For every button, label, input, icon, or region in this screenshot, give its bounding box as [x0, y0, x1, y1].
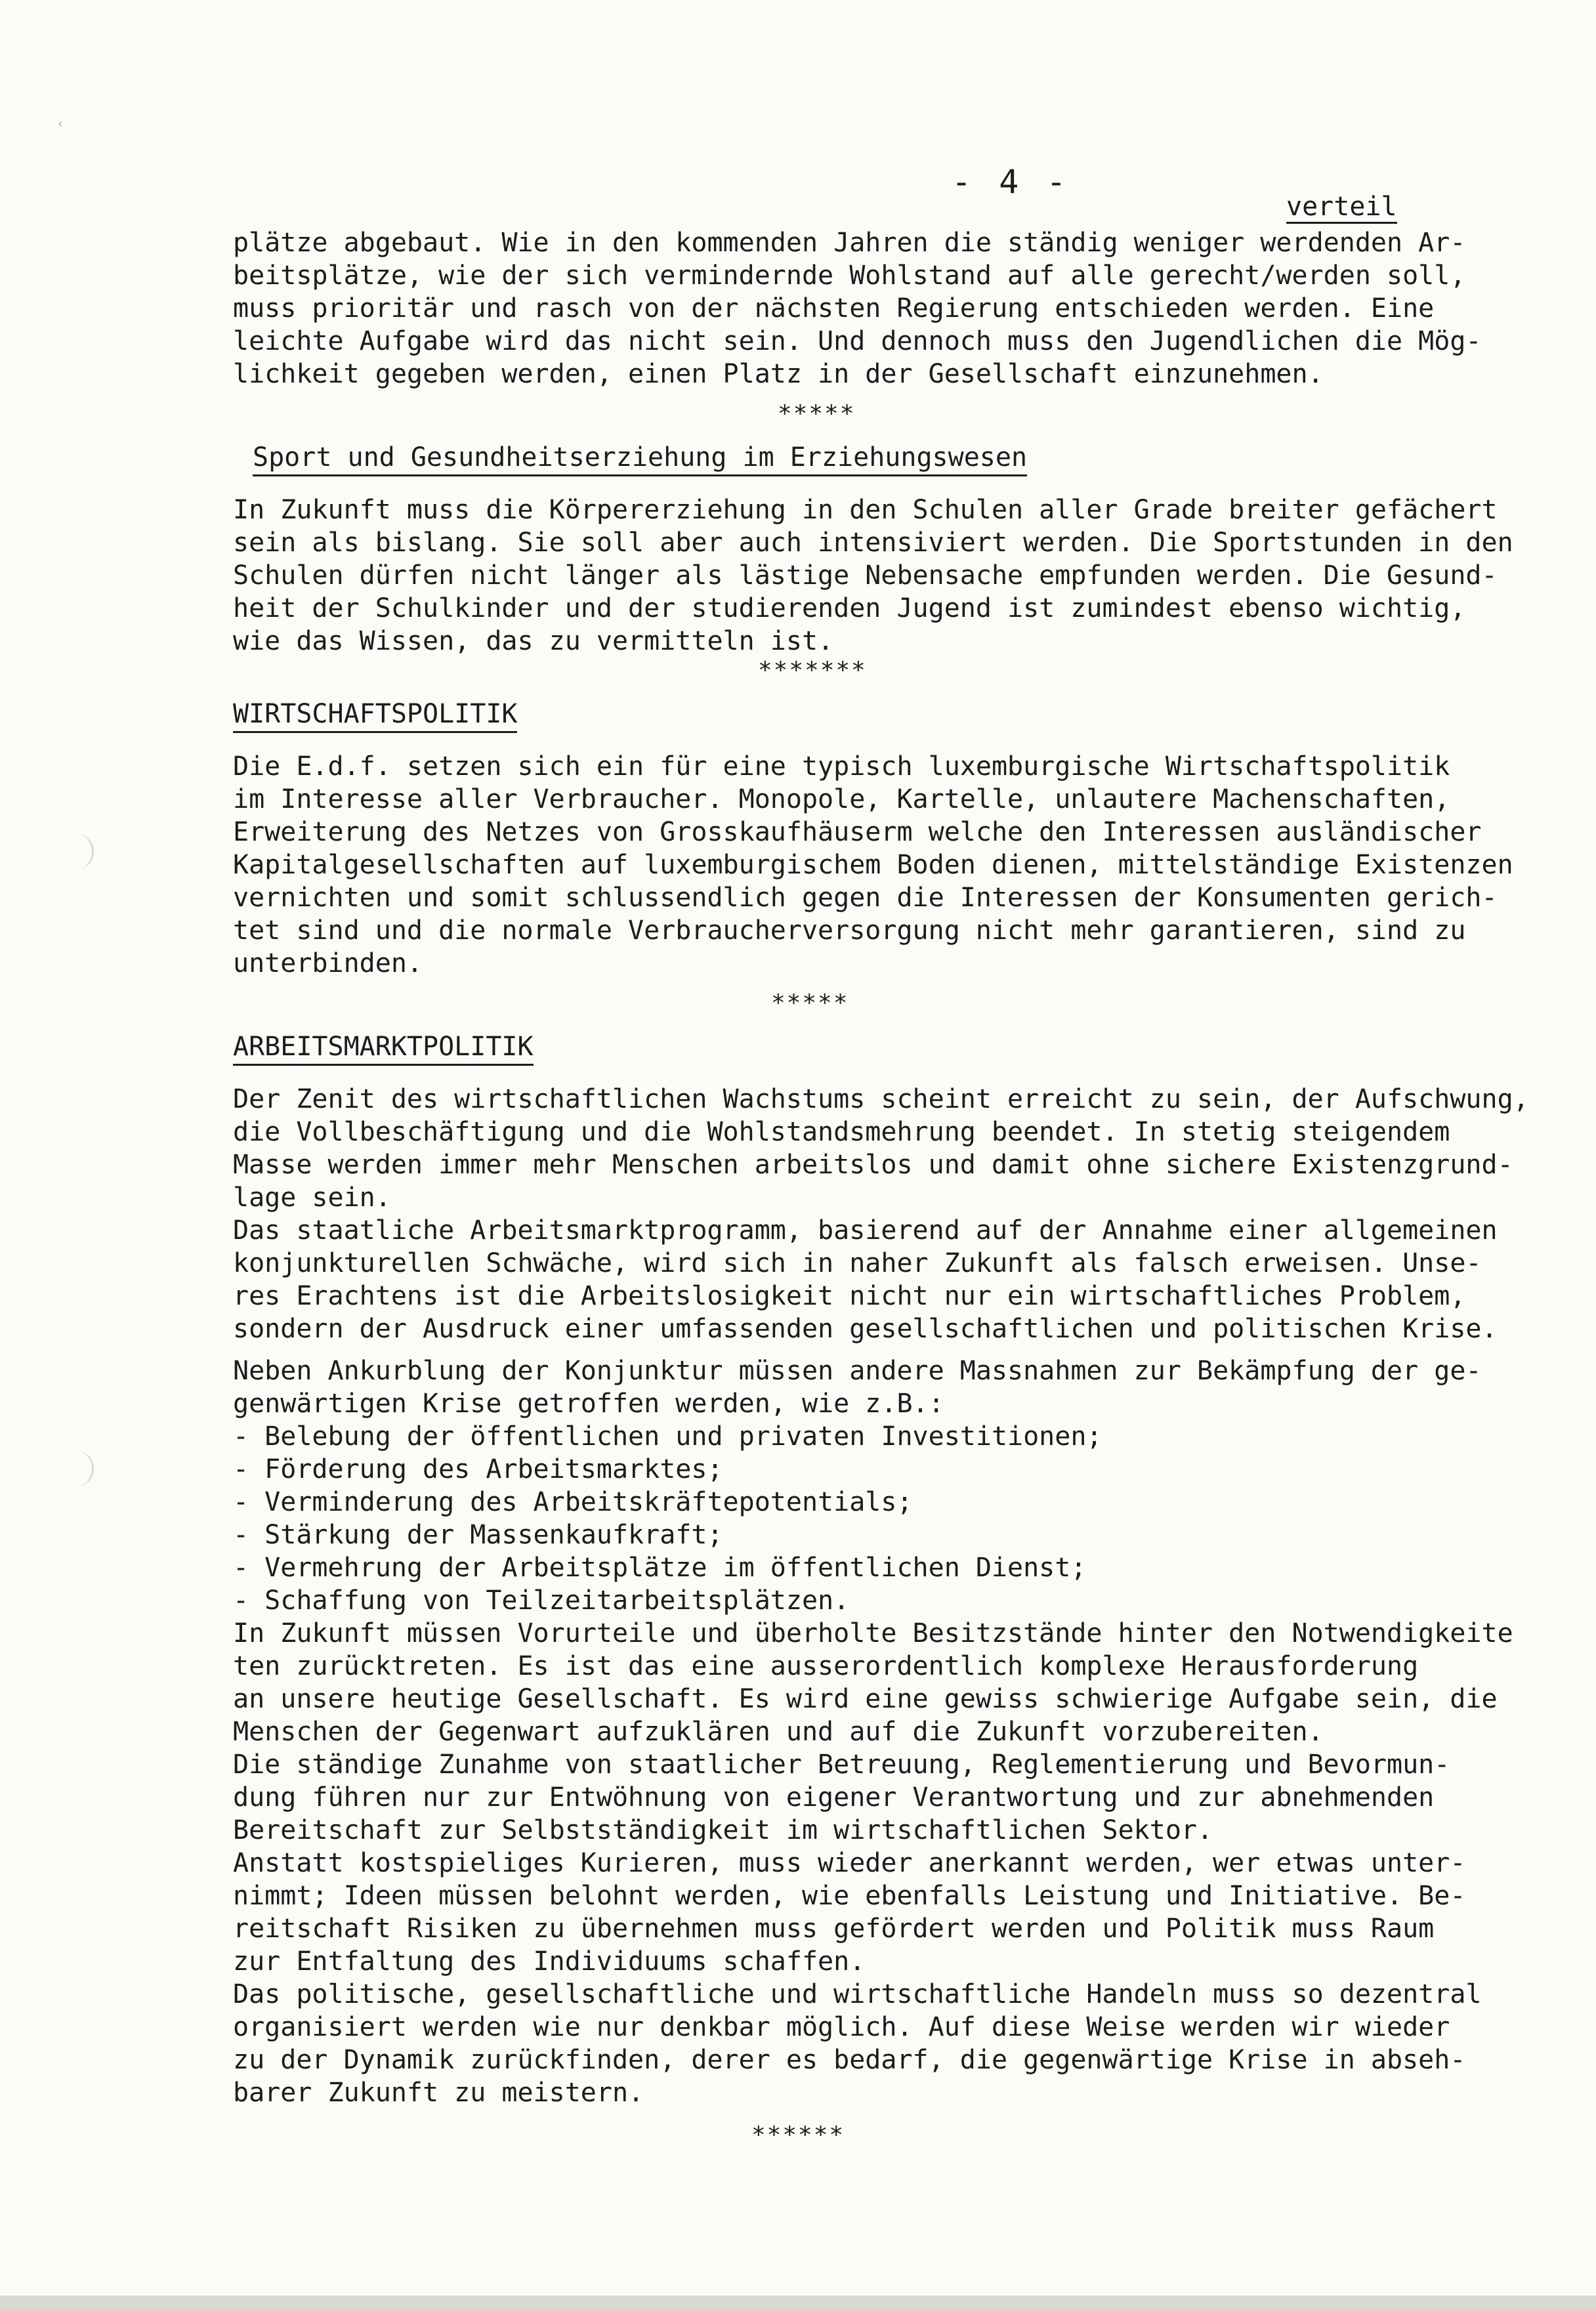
text-line: barer Zukunft zu meistern. [233, 2078, 644, 2108]
document-body [233, 226, 1585, 2158]
text-line: genwärtigen Krise getroffen werden, wie z.B.: [233, 1389, 944, 1419]
list-item: - Belebung der öffentlichen und privaten Investitionen; [233, 1421, 1102, 1452]
text-line: nimmt; Ideen müssen belohnt werden, wie ebenfalls Leistung und Initiative. Be- [233, 1881, 1466, 1911]
text-line: Masse werden immer mehr Menschen arbeitslos und damit ohne sichere Existenzgrund- [233, 1150, 1513, 1180]
section-heading-sport: Sport und Gesundheitserziehung im Erziehungswesen [253, 442, 1027, 476]
list-item: - Schaffung von Teilzeitarbeitsplätzen. [233, 1586, 850, 1616]
text-line: zur Entfaltung des Individuums schaffen. [233, 1946, 866, 1977]
text-line: Bereitschaft zur Selbstständigkeit im wirtschaftlichen Sektor. [233, 1815, 1213, 1845]
text-line: res Erachtens ist die Arbeitslosigkeit nicht nur ein wirtschaftliches Problem, [233, 1281, 1466, 1311]
text-line: lage sein. [233, 1183, 391, 1213]
text-line: In Zukunft muss die Körpererziehung in den Schulen aller Grade breiter gefächert [233, 495, 1498, 525]
text-line: im Interesse aller Verbraucher. Monopole, Kartelle, unlautere Machenschaften, [233, 784, 1450, 814]
text-line: vernichten und somit schlussendlich gegen die Interessen der Konsumenten gerich- [233, 883, 1498, 913]
text-line: organisiert werden wie nur denkbar möglich. Auf diese Weise werden wir wieder [233, 2012, 1450, 2042]
text-line: wie das Wissen, das zu vermitteln ist. [233, 626, 834, 656]
text-line: Neben Ankurblung der Konjunktur müssen andere Massnahmen zur Bekämpfung der ge- [233, 1356, 1482, 1386]
text-line: Das politische, gesellschaftliche und wirtschaftliche Handeln muss so dezentral [233, 1979, 1482, 2009]
list-item: - Vermehrung der Arbeitsplätze im öffentlichen Dienst; [233, 1553, 1087, 1583]
text-line: konjunkturellen Schwäche, wird sich in naher Zukunft als falsch erweisen. Unse- [233, 1248, 1482, 1278]
section-separator: ******* [758, 657, 867, 684]
list-item: - Stärkung der Massenkaufkraft; [233, 1520, 723, 1550]
section-heading-wirtschaftspolitik: WIRTSCHAFTSPOLITIK [233, 698, 517, 733]
arbeit-paragraph-4 [233, 1617, 1585, 2109]
text-line: Das staatliche Arbeitsmarktprogramm, basierend auf der Annahme einer allgemeinen [233, 1215, 1498, 1246]
section-separator: ****** [751, 2122, 845, 2149]
text-line: Menschen der Gegenwart aufzuklären und auf die Zukunft vorzubereiten. [233, 1717, 1324, 1747]
arbeit-paragraph-2 [233, 1214, 1585, 1345]
list-item: - Verminderung des Arbeitskräftepotentials; [233, 1487, 913, 1517]
text-line: heit der Schulkinder und der studierenden Jugend ist zumindest ebenso wichtig, [233, 593, 1466, 623]
text-line: muss prioritär und rasch von der nächsten Regierung entschieden werden. Eine [233, 293, 1435, 324]
edge-mark: ‹ [56, 116, 65, 131]
section-heading-arbeitsmarktpolitik: ARBEITSMARKTPOLITIK [233, 1031, 534, 1066]
wirtschaft-paragraph [233, 750, 1585, 980]
arbeit-paragraph-3 [233, 1354, 1585, 1420]
text-line: Erweiterung des Netzes von Grosskaufhäuserm welche den Interessen ausländischer [233, 817, 1482, 847]
text-line: zu der Dynamik zurückfinden, derer es bedarf, die gegenwärtige Krise in abseh- [233, 2045, 1466, 2075]
section-separator: ***** [778, 400, 856, 427]
text-line: Schulen dürfen nicht länger als lästige Nebensache empfunden werden. Die Gesund- [233, 560, 1498, 591]
text-line: Der Zenit des wirtschaftlichen Wachstums scheint erreicht zu sein, der Aufschwung, [233, 1084, 1529, 1114]
measures-list [233, 1420, 1585, 1617]
arbeit-paragraph-1 [233, 1083, 1585, 1214]
punch-hole-mark [66, 833, 94, 870]
intro-paragraph [233, 226, 1585, 390]
text-line: dung führen nur zur Entwöhnung von eigener Verantwortung und zur abnehmenden [233, 1782, 1435, 1813]
punch-hole-mark [66, 1450, 94, 1487]
text-line: an unsere heutige Gesellschaft. Es wird eine gewiss schwierige Aufgabe sein, die [233, 1684, 1498, 1714]
section-separator: ***** [771, 990, 849, 1017]
text-line: die Vollbeschäftigung und die Wohlstandsmehrung beendet. In stetig steigendem [233, 1117, 1450, 1147]
text-line: lichkeit gegeben werden, einen Platz in der Gesellschaft einzunehmen. [233, 359, 1324, 389]
text-line: ten zurücktreten. Es ist das eine ausserordentlich komplexe Herausforderung [233, 1651, 1419, 1681]
list-item: - Förderung des Arbeitsmarktes; [233, 1454, 723, 1484]
text-line: Anstatt kostspieliges Kurieren, muss wieder anerkannt werden, wer etwas unter- [233, 1848, 1466, 1878]
text-line: Die ständige Zunahme von staatlicher Betreuung, Reglementierung und Bevormun- [233, 1750, 1450, 1780]
page-number: - 4 - [952, 163, 1070, 201]
text-line: In Zukunft müssen Vorurteile und überholte Besitzstände hinter den Notwendigkeite [233, 1618, 1513, 1648]
text-line: Die E.d.f. setzen sich ein für eine typisch luxemburgische Wirtschaftspolitik [233, 751, 1450, 782]
text-line: sein als bislang. Sie soll aber auch intensiviert werden. Die Sportstunden in den [233, 528, 1513, 558]
text-line: unterbinden. [233, 948, 423, 978]
text-line: reitschaft Risiken zu übernehmen muss gefördert werden und Politik muss Raum [233, 1914, 1435, 1944]
handwritten-insert-note: verteil [1286, 192, 1397, 224]
sport-paragraph [233, 494, 1585, 658]
text-line: beitsplätze, wie der sich vermindernde Wohlstand auf alle gerecht/werden soll, [233, 261, 1466, 291]
scan-bottom-edge [0, 2296, 1596, 2310]
text-line: tet sind und die normale Verbraucherversorgung nicht mehr garantieren, sind zu [233, 915, 1466, 946]
text-line: leichte Aufgabe wird das nicht sein. Und dennoch muss den Jugendlichen die Mög- [233, 326, 1482, 356]
text-line: sondern der Ausdruck einer umfassenden gesellschaftlichen und politischen Krise. [233, 1314, 1498, 1344]
text-line: Kapitalgesellschaften auf luxemburgischem Boden dienen, mittelständige Existenzen [233, 850, 1513, 880]
text-line: plätze abgebaut. Wie in den kommenden Jahren die ständig weniger werdenden Ar- [233, 228, 1466, 258]
